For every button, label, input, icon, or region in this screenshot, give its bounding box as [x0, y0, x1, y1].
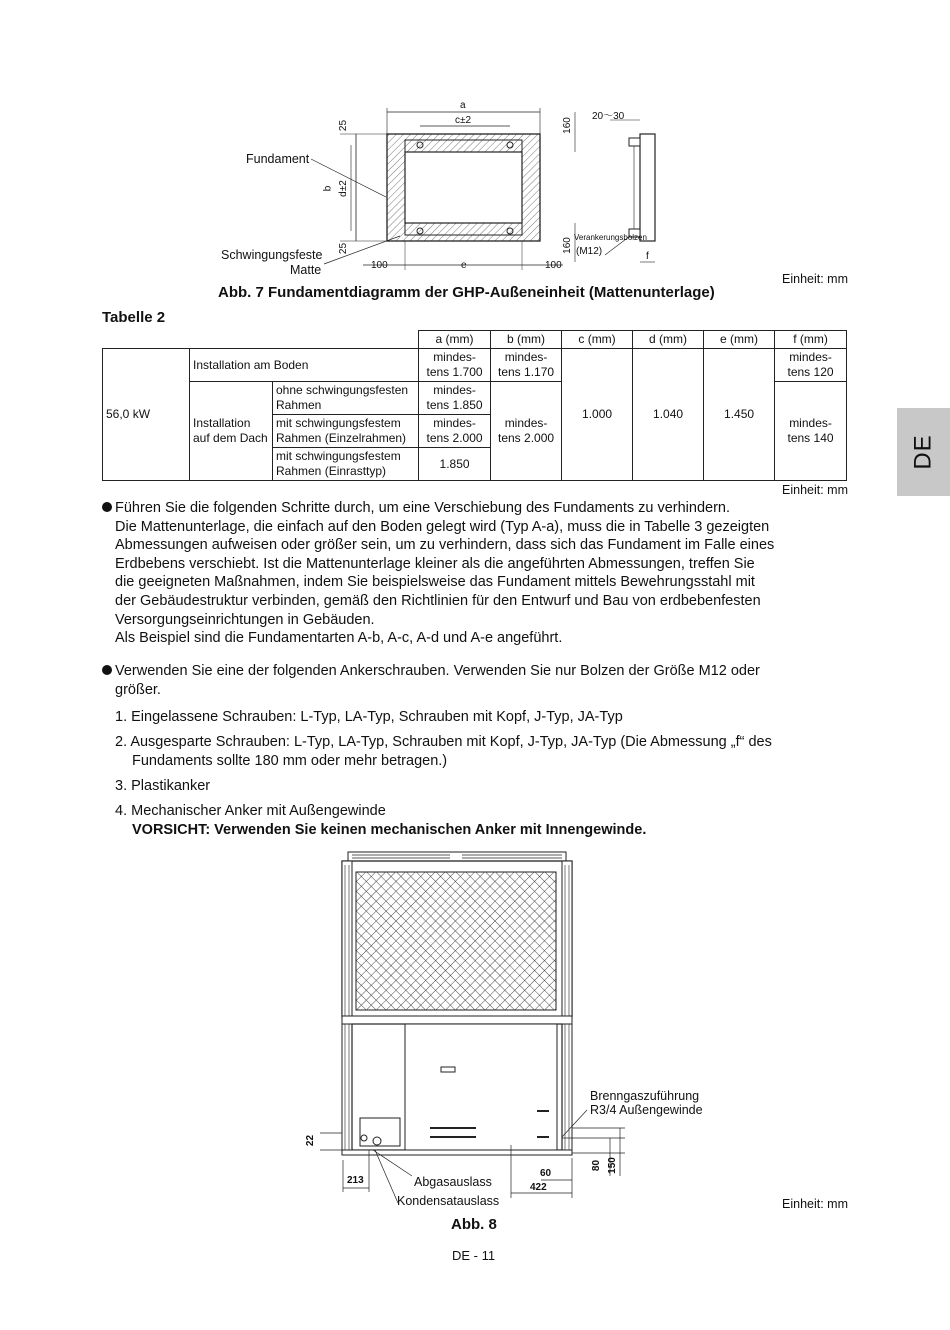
dim-b: b — [322, 185, 334, 192]
label-matte: Matte — [290, 263, 322, 277]
model-cell: 56,0 kW — [103, 349, 190, 481]
dim-150: 150 — [606, 1157, 618, 1174]
sub-row-1: ohne schwingungsfesten Rahmen — [273, 382, 419, 415]
fig7-caption: Abb. 7 Fundamentdiagramm der GHP-Außeneinheit (Mattenunterlage) — [218, 284, 715, 301]
dim-bot-160: 160 — [561, 237, 573, 254]
dim-213: 213 — [347, 1175, 364, 1186]
b-boden: mindes-tens 1.170 — [491, 349, 562, 382]
label-m12: (M12) — [576, 246, 603, 257]
dim-22: 22 — [305, 1134, 317, 1147]
bullet1-line8: Als Beispiel sind die Fundamentarten A-b, A-c, A-d und A-e angeführt. — [115, 630, 563, 647]
f-dach: mindes-tens 140 — [775, 382, 847, 481]
dim-top-160: 160 — [561, 117, 573, 134]
bullet1-line1: Führen Sie die folgenden Schritte durch, um eine Verschiebung des Fundaments zu verhindern. — [115, 500, 731, 516]
a-boden: mindes-tens 1.700 — [419, 349, 491, 382]
fig7-unit: Einheit: mm — [782, 272, 848, 286]
bullet1-line5: die geeigneten Maßnahmen, indem Sie beispielsweise das Fundament mittels Bewehrungsstahl mit — [115, 574, 755, 591]
dim-top-25: 25 — [338, 119, 350, 132]
a-sub3: 1.850 — [419, 448, 491, 481]
list-item-4-line1: 4. Mechanischer Anker mit Außengewinde — [115, 803, 386, 819]
header-e: e (mm) — [704, 331, 775, 349]
a-sub2: mindes-tens 2.000 — [419, 415, 491, 448]
row-dach: Installation auf dem Dach — [190, 382, 273, 481]
dim-d: d±2 — [337, 180, 349, 197]
table2-unit: Einheit: mm — [782, 483, 848, 497]
label-brenngas: Brenngaszuführung — [590, 1089, 700, 1103]
sub-row-2: mit schwingungsfestem Rahmen (Einzelrahmen) — [273, 415, 419, 448]
f-boden: mindes-tens 120 — [775, 349, 847, 382]
bullet1-line7: Versorgungseinrichtungen in Gebäuden. — [115, 611, 375, 628]
label-fundament: Fundament — [246, 152, 310, 166]
b-dach: mindes-tens 2.000 — [491, 382, 562, 481]
dim-422: 422 — [530, 1182, 547, 1193]
label-kondensatauslass: Kondensatauslass — [397, 1194, 500, 1208]
bullet2-line1: Verwenden Sie eine der folgenden Ankerschrauben. Verwenden Sie nur Bolzen der Größe M12 oder — [115, 663, 760, 679]
sub-row-3: mit schwingungsfestem Rahmen (Einrasttyp) — [273, 448, 419, 481]
fig8-caption: Abb. 8 — [451, 1216, 497, 1233]
fig8-unit: Einheit: mm — [782, 1197, 848, 1211]
dim-f: f — [646, 251, 649, 262]
dim-range: 20～30 — [592, 111, 625, 122]
page-number: DE - 11 — [452, 1248, 496, 1263]
label-verankerungsbolzen: Verankerungsbolzen — [574, 233, 647, 242]
list-item-3: 3. Plastikanker — [115, 778, 211, 794]
list-item-2-line1: 2. Ausgesparte Schrauben: L-Typ, LA-Typ, Schrauben mit Kopf, J-Typ, JA-Typ (Die Abmessung „f“ des — [115, 734, 772, 750]
bullet1-line6: der Gebäudestruktur verbinden, gemäß den Richtlinien für den Entwurf und Bau von erdbebenfesten — [115, 592, 761, 609]
dim-c: c±2 — [455, 115, 472, 126]
a-sub1: mindes-tens 1.850 — [419, 382, 491, 415]
header-d: d (mm) — [633, 331, 704, 349]
dim-80: 80 — [591, 1159, 603, 1172]
dim-bot-25: 25 — [338, 242, 350, 255]
caution-note: VORSICHT: Verwenden Sie keinen mechanischen Anker mit Innengewinde. — [132, 821, 647, 838]
bullet1-line2: Die Mattenunterlage, die einfach auf den Boden gelegt wird (Typ A-a), muss die in Tabelle 3 gezeigten — [115, 518, 770, 535]
c-value: 1.000 — [562, 349, 633, 481]
header-b: b (mm) — [491, 331, 562, 349]
e-value: 1.450 — [704, 349, 775, 481]
label-schwingungsfeste: Schwingungsfeste — [221, 248, 323, 262]
bullet2-line2: größer. — [115, 681, 161, 698]
unit-mesh-panel — [356, 872, 556, 1010]
bullet1-line4: Erdbebens verschiebt. Ist die Mattenunterlage kleiner als die angeführten Abmessungen, treffen Sie — [115, 555, 755, 572]
dim-right-100: 100 — [545, 260, 562, 271]
header-a: a (mm) — [419, 331, 491, 349]
list-item-1: 1. Eingelassene Schrauben: L-Typ, LA-Typ, Schrauben mit Kopf, J-Typ, JA-Typ — [115, 709, 623, 725]
dim-a: a — [460, 100, 466, 111]
label-r34: R3/4 Außengewinde — [590, 1103, 703, 1117]
header-f: f (mm) — [775, 331, 847, 349]
list-item-2-line2: Fundaments sollte 180 mm oder mehr betragen.) — [132, 752, 448, 769]
bullet1-line3: Abmessungen aufweisen oder größer sein, um zu verhindern, dass sich das Fundament im Falle eines — [115, 537, 775, 554]
row-boden: Installation am Boden — [190, 349, 419, 382]
language-tab-label: DE — [909, 434, 937, 470]
dim-60: 60 — [540, 1168, 552, 1179]
dim-left-100: 100 — [371, 260, 388, 271]
label-abgasauslass: Abgasauslass — [414, 1175, 492, 1189]
header-c: c (mm) — [562, 331, 633, 349]
dim-e: e — [461, 260, 467, 271]
d-value: 1.040 — [633, 349, 704, 481]
table2-title: Tabelle 2 — [102, 309, 166, 326]
